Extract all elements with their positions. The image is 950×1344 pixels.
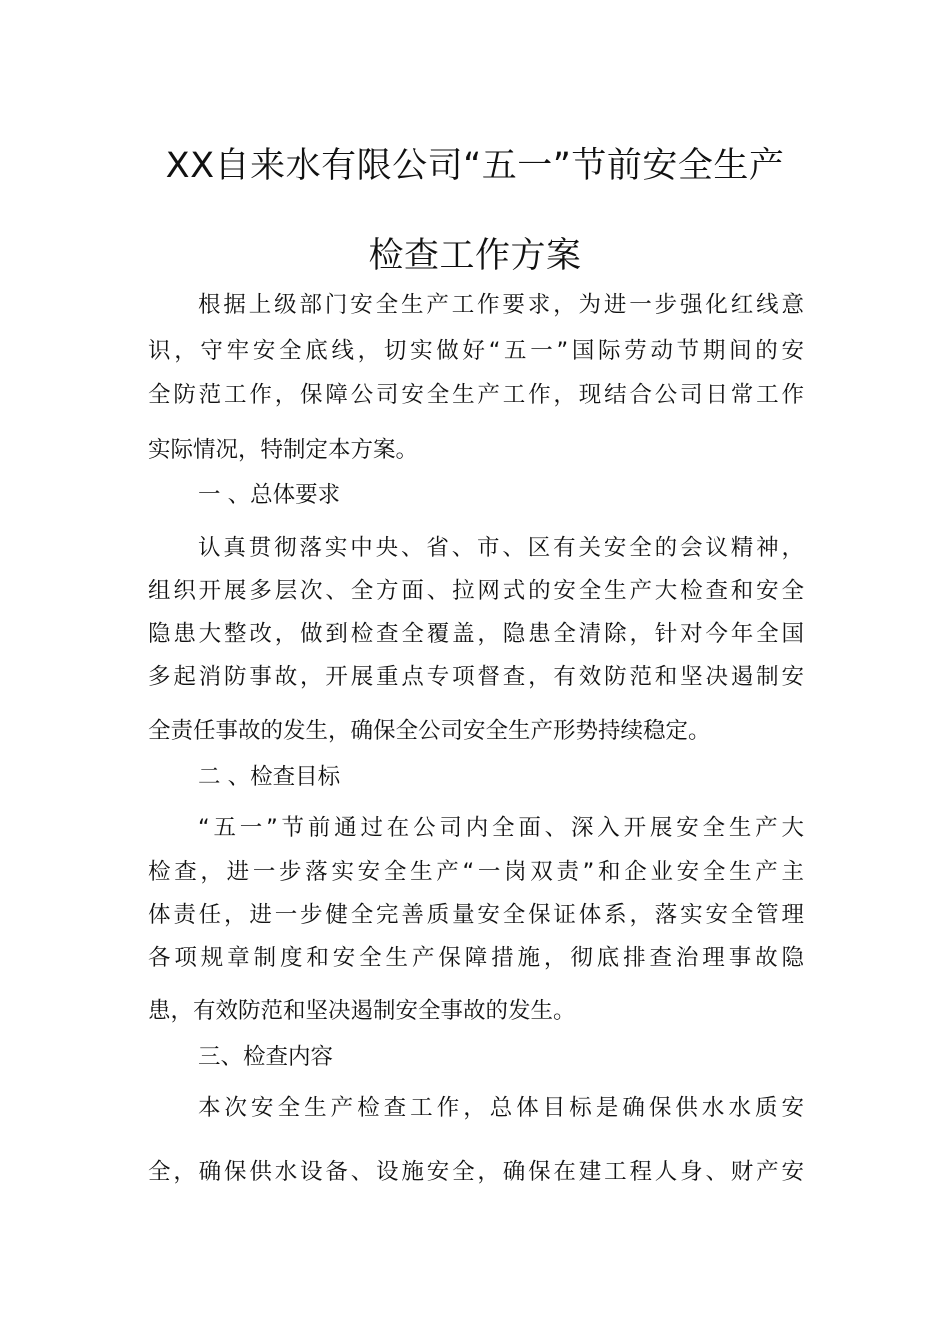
paragraph-content-line-1: 本次安全生产检查工作，总体目标是确保供水水质安: [198, 1095, 804, 1121]
paragraph-requirements-line-5: 全责任事故的发生，确保全公司安全生产形势持续稳定。: [148, 718, 711, 744]
paragraph-objectives-line-4: 各项规章制度和安全生产保障措施，彻底排查治理事故隐: [148, 945, 804, 971]
paragraph-objectives-line-2: 检查，进一步落实安全生产“一岗双责”和企业安全生产主: [148, 859, 804, 885]
paragraph-objectives-line-1: “五一”节前通过在公司内全面、深入开展安全生产大: [198, 815, 804, 841]
paragraph-requirements-line-4: 多起消防事故，开展重点专项督查，有效防范和坚决遏制安: [148, 664, 804, 690]
paragraph-objectives-line-3: 体责任，进一步健全完善质量安全保证体系，落实安全管理: [148, 902, 804, 928]
paragraph-intro-line-3: 全防范工作，保障公司安全生产工作，现结合公司日常工作: [148, 382, 804, 408]
paragraph-intro-line-4: 实际情况，特制定本方案。: [148, 437, 419, 463]
paragraph-content-line-2: 全，确保供水设备、设施安全，确保在建工程人身、财产安: [148, 1159, 804, 1185]
document-title-line-2: 检查工作方案: [368, 236, 582, 276]
paragraph-requirements-line-3: 隐患大整改，做到检查全覆盖，隐患全清除，针对今年全国: [148, 621, 804, 647]
paragraph-intro-line-2: 识，守牢安全底线，切实做好“五一”国际劳动节期间的安: [148, 338, 804, 364]
section-heading-2: 二 、检查目标: [198, 764, 341, 790]
section-heading-1: 一 、总体要求: [198, 482, 341, 508]
paragraph-objectives-line-5: 患，有效防范和坚决遏制安全事故的发生。: [148, 998, 576, 1024]
paragraph-requirements-line-2: 组织开展多层次、全方面、拉网式的安全生产大检查和安全: [148, 578, 804, 604]
document-title-line-1: XX自来水有限公司“五一”节前安全生产: [165, 146, 785, 186]
section-heading-3: 三、检查内容: [198, 1044, 334, 1070]
paragraph-requirements-line-1: 认真贯彻落实中央、省、市、区有关安全的会议精神，: [198, 535, 804, 561]
paragraph-intro-line-1: 根据上级部门安全生产工作要求，为进一步强化红线意: [198, 292, 804, 318]
